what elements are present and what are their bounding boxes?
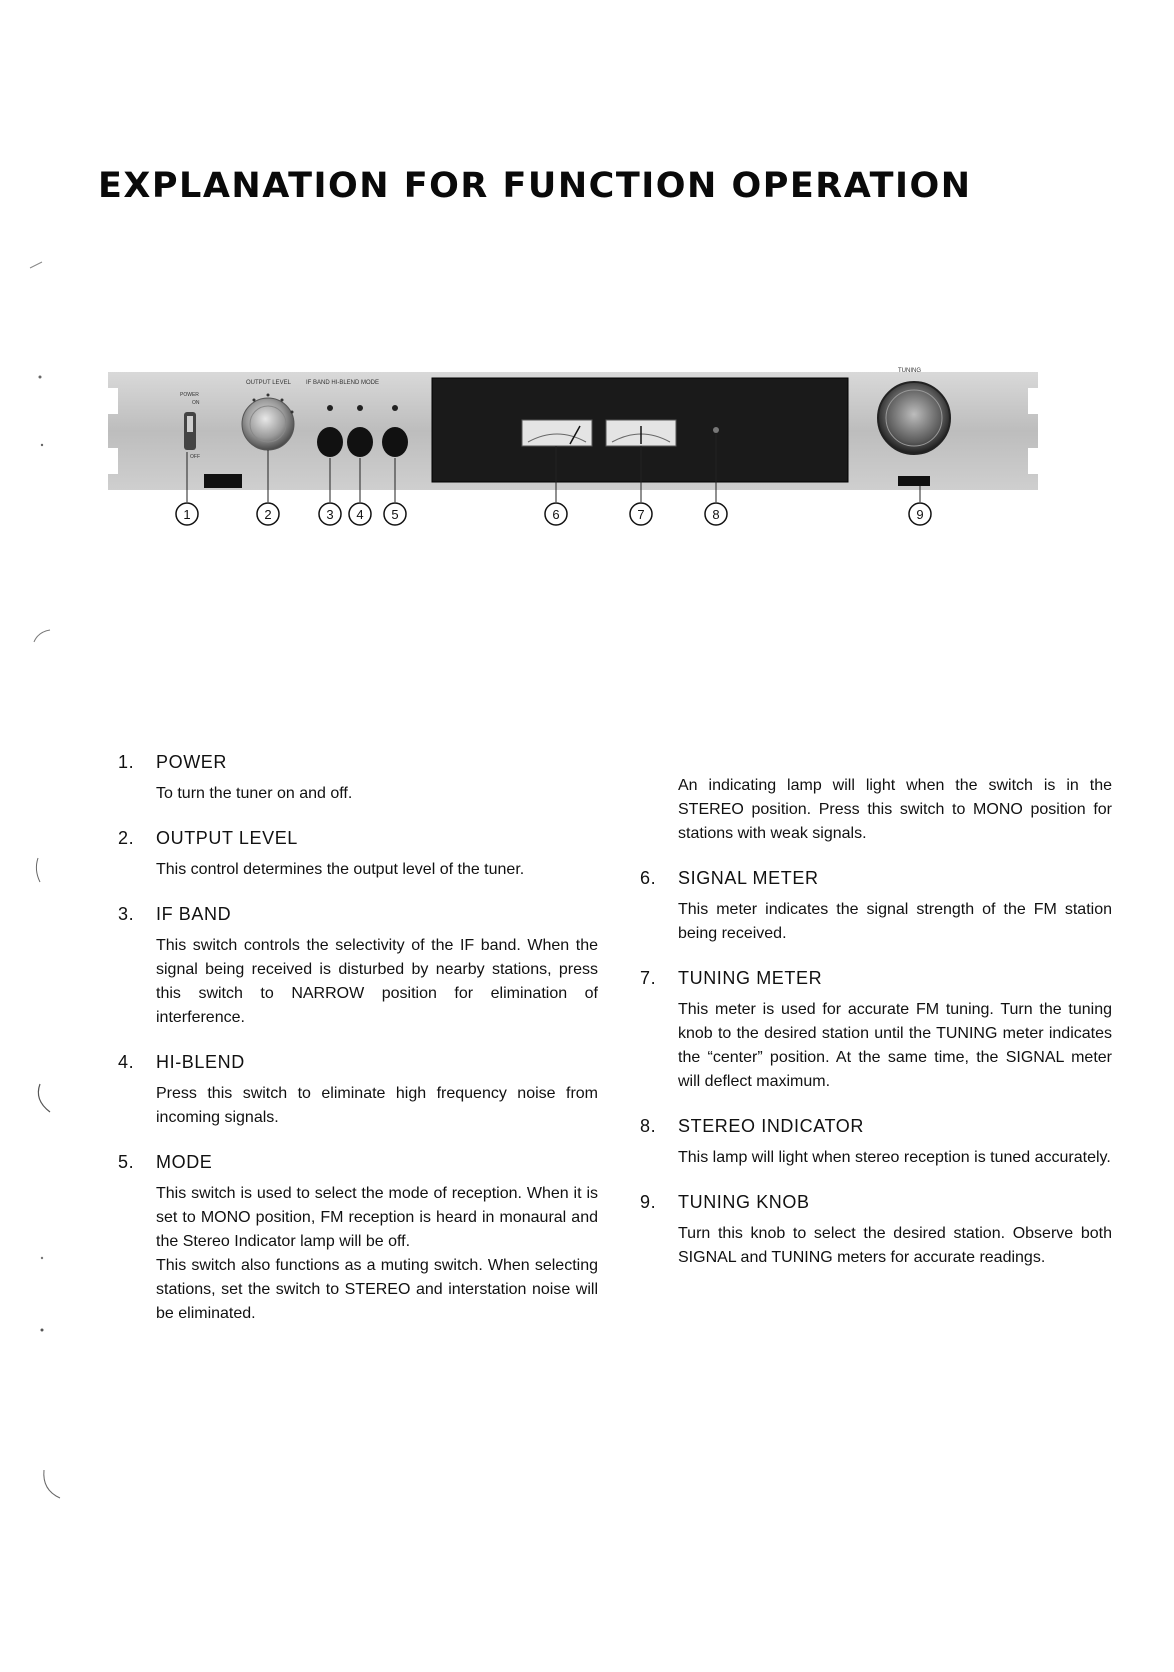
item-number: 9. [640,1192,657,1212]
item-mode [118,1152,598,1326]
callout-5 [384,503,406,525]
output-level-label: OUTPUT LEVEL [246,380,291,386]
item-power [118,752,598,806]
svg-text:4: 4 [356,507,364,522]
item-text: This lamp will light when stereo reception is tuned accurately. [678,1149,1111,1166]
item-tuning-knob [640,1192,1112,1270]
tuning-label: TUNING [898,368,921,374]
callout-9 [909,503,931,525]
signal-meter [522,420,592,446]
svg-text:3: 3 [326,507,334,522]
svg-text:1: 1 [183,507,191,522]
item-number: 6. [640,868,657,888]
callout-4 [349,503,371,525]
item-title: STEREO INDICATOR [678,1116,864,1136]
item-number: 3. [118,904,135,924]
item-text: This switch controls the selectivity of the IF band. When the signal being received is disturbed by nearby stations, press this switch to NARROW position for elimination of interference. [156,937,598,1026]
item-title: POWER [156,752,228,772]
item-output-level [118,828,598,882]
mode-continuation-text: An indicating lamp will light when the switch is in the STEREO position. Press this switch to MONO position for stations with weak signals. [678,777,1112,842]
stereo-indicator-lamp [713,427,719,433]
callout-7 [630,503,652,525]
item-tuning-meter [640,968,1112,1094]
item-title: OUTPUT LEVEL [156,828,298,848]
power-off-label: OFF [190,454,200,460]
callout-1 [176,503,198,525]
svg-text:7: 7 [637,507,645,522]
svg-text:2: 2 [264,507,272,522]
item-number: 7. [640,968,657,988]
scan-marks [0,0,70,1672]
item-title: HI-BLEND [156,1052,245,1072]
right-column [640,774,1112,1292]
svg-text:6: 6 [552,507,560,522]
callout-3 [319,503,341,525]
item-hi-blend [118,1052,598,1130]
power-label: POWER [180,392,199,398]
item-text: This meter is used for accurate FM tuning. Turn the tuning knob to the desired station until the TUNING meter indicates the “center” position. At the same time, the SIGNAL meter will deflect maximum. [678,1001,1112,1090]
item-number: 2. [118,828,135,848]
callout-2 [257,503,279,525]
item-number: 5. [118,1152,135,1172]
switch-group-label: IF BAND HI-BLEND MODE [306,380,380,386]
item-title: SIGNAL METER [678,868,819,888]
item-text: Turn this knob to select the desired station. Observe both SIGNAL and TUNING meters for accurate readings. [678,1225,1112,1266]
item-if-band [118,904,598,1030]
item-title: TUNING KNOB [678,1192,810,1212]
item-number: 8. [640,1116,657,1136]
svg-text:8: 8 [712,507,720,522]
item-text: This switch also functions as a muting switch. When selecting stations, set the switch to STEREO and interstation noise will be eliminated. [156,1257,598,1322]
callout-6 [545,503,567,525]
item-stereo-indicator [640,1116,1112,1170]
item-title: MODE [156,1152,213,1172]
item-number: 1. [118,752,135,772]
svg-text:9: 9 [916,507,924,522]
callout-8 [705,503,727,525]
svg-text:5: 5 [391,507,399,522]
item-text: This control determines the output level of the tuner. [156,861,525,878]
power-on-label: ON [192,400,200,406]
item-title: IF BAND [156,904,232,924]
page-title: EXPLANATION FOR FUNCTION OPERATION [98,166,972,206]
item-signal-meter [640,868,1112,946]
item-text: Press this switch to eliminate high frequency noise from incoming signals. [156,1085,598,1126]
item-number: 4. [118,1052,135,1072]
item-text: This switch is used to select the mode of reception. When it is set to MONO position, FM reception is heard in monaural and the Stereo Indicator lamp will be off. [156,1185,598,1250]
item-title: TUNING METER [678,968,823,988]
tuning-meter [606,420,676,446]
left-column [118,752,598,1348]
item-text: This meter indicates the signal strength of the FM station being received. [678,901,1112,942]
tuner-front-panel-figure [108,368,1108,572]
item-text: To turn the tuner on and off. [156,785,353,802]
